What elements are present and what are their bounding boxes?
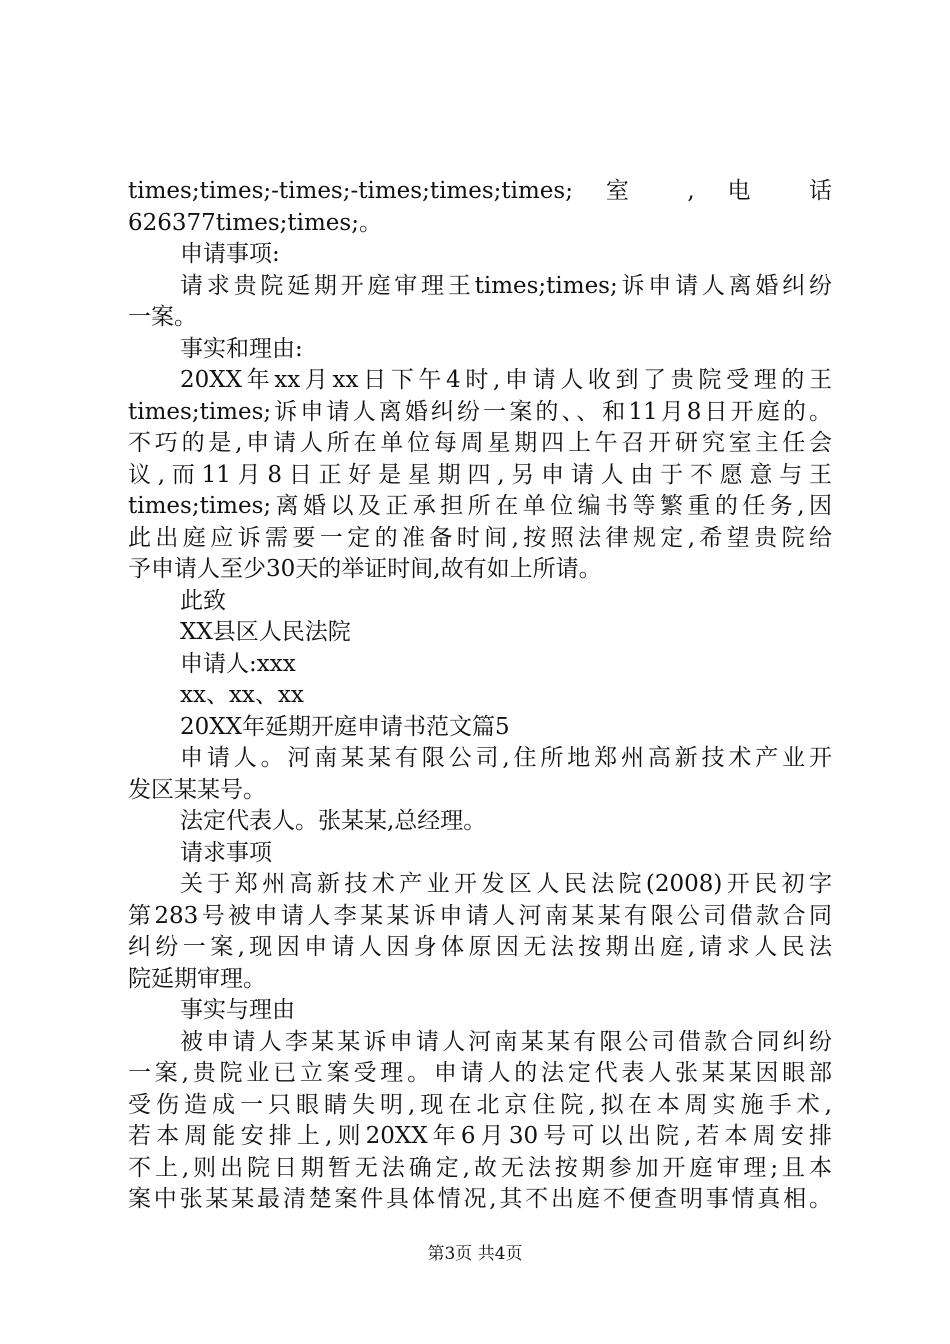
text-line: 院延期审理。 [128,965,266,992]
text-line: 若本周能安排上,则20XX年6月30号可以出院,若本周安排 [128,1123,832,1149]
text-line: 请求贵院延期开庭审理王times;times;诉申请人离婚纠纷 [180,272,832,299]
text-line: 事实和理由: [180,335,303,362]
text-line: xx、xx、xx [180,682,304,708]
text-line: 法定代表人。张某某,总经理。 [180,808,487,834]
text-line: 20XX年延期开庭申请书范文篇5 [180,713,510,740]
page-footer: 第3页 共4页 [427,1244,523,1264]
text-line: 此致 [180,587,226,614]
text-line: times;times;离婚以及正承担所在单位编书等繁重的任务,因 [128,493,832,519]
text-line: 626377times;times;。 [128,209,382,236]
text-line: XX县区人民法院 [180,619,351,645]
text-line: 一案。 [128,304,197,330]
text-line: 不巧的是,申请人所在单位每周星期四上午召开研究室主任会 [128,430,832,456]
text-line: times;times;-times;-times;times;times; 室 , 电 话 [128,178,832,204]
text-line: 受伤造成一只眼睛失明,现在北京住院,拟在本周实施手术, [128,1091,832,1118]
text-line: 申请事项: [180,241,280,267]
text-line: 关于郑州高新技术产业开发区人民法院(2008)开民初字 [180,871,832,897]
text-line: 事实与理由 [180,997,295,1023]
text-line: 不上,则出院日期暂无法确定,故无法按期参加开庭审理;且本 [128,1154,832,1181]
text-line: 申请人。河南某某有限公司,住所地郑州高新技术产业开 [180,745,832,771]
text-line: 申请人:xxx [180,650,296,677]
text-line: 此出庭应诉需要一定的准备时间,按照法律规定,希望贵院给 [128,524,832,551]
text-line: 议,而11月8日正好是星期四,另申请人由于不愿意与王 [128,461,832,488]
text-line: 纠纷一案,现因申请人因身体原因无法按期出庭,请求人民法 [128,934,832,960]
text-line: 一案,贵院业已立案受理。申请人的法定代表人张某某因眼部 [128,1060,832,1086]
text-line: 请求事项 [180,839,272,866]
document-body [128,176,832,1216]
text-line: 20XX年xx月xx日下午4时,申请人收到了贵院受理的王 [180,367,832,393]
text-line: 予申请人至少30天的举证时间,故有如上所请。 [128,556,602,582]
text-line: 发区某某号。 [128,776,266,803]
text-line: 案中张某某最清楚案件具体情况,其不出庭不便查明事情真相。 [128,1186,832,1212]
text-line: 第283号被申请人李某某诉申请人河南某某有限公司借款合同 [128,902,832,929]
text-line: 被申请人李某某诉申请人河南某某有限公司借款合同纠纷 [180,1028,832,1055]
text-line: times;times;诉申请人离婚纠纷一案的、、和11月8日开庭的。 [128,398,832,425]
